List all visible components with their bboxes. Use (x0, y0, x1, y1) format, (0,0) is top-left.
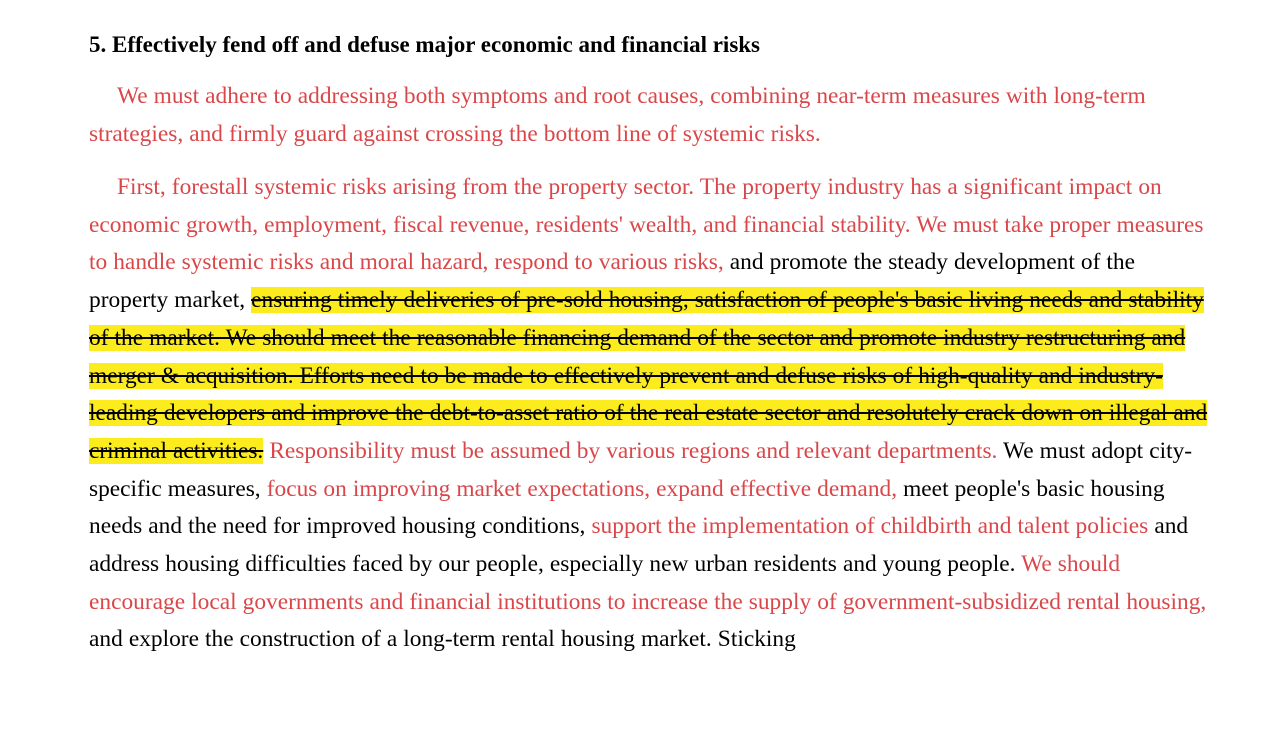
added-text: support the implementation of childbirth and talent policies (591, 513, 1149, 540)
original-text: and explore the construction of a long-term rental housing market. Sticking (89, 626, 796, 653)
original-text: and promote the steady development of the property market, (89, 249, 1135, 314)
paragraph-intro (89, 78, 1214, 153)
original-text: meet people's basic housing needs and the need for improved housing conditions, (89, 475, 1165, 540)
paragraph-property-risks (89, 169, 1214, 659)
original-text: We must adopt city-specific measures, (89, 437, 1193, 502)
added-text: We must adhere to addressing both symptoms and root causes, combining near-term measures with long-term strategies, and firmly guard against crossing the bottom line of systemic risks. (89, 83, 1146, 147)
section-heading: 5. Effectively fend off and defuse major economic and financial risks (89, 32, 761, 57)
added-text: We should encourage local governments and financial institutions to increase the supply of government-subsidized rental housing, (89, 551, 1207, 615)
original-text: and address housing difficulties faced by our people, especially new urban residents and young people. (89, 513, 1189, 578)
deleted-highlighted-text: ensuring timely deliveries of pre-sold housing, satisfaction of people's basic living needs and stability of the market. We should meet the reasonable financing demand of the sector and promote industry restructuring and merger & acquisition. Efforts need to be made to effectively prevent and defuse risks of high-quality and industry-leading developers and improve the debt-to-asset ratio of the real estate sector and resolutely crack down on illegal and criminal activities. (89, 287, 1208, 464)
added-text: focus on improving market expectations, expand effective demand, (266, 475, 898, 502)
added-text: First, forestall systemic risks arising from the property sector. The property industry has a significant impact on economic growth, employment, fiscal revenue, residents' wealth, and financial stability. We must take proper measures to handle systemic risks and moral hazard, respond to various risks, (89, 174, 1204, 276)
added-text: Responsibility must be assumed by various regions and relevant departments. (263, 437, 998, 464)
